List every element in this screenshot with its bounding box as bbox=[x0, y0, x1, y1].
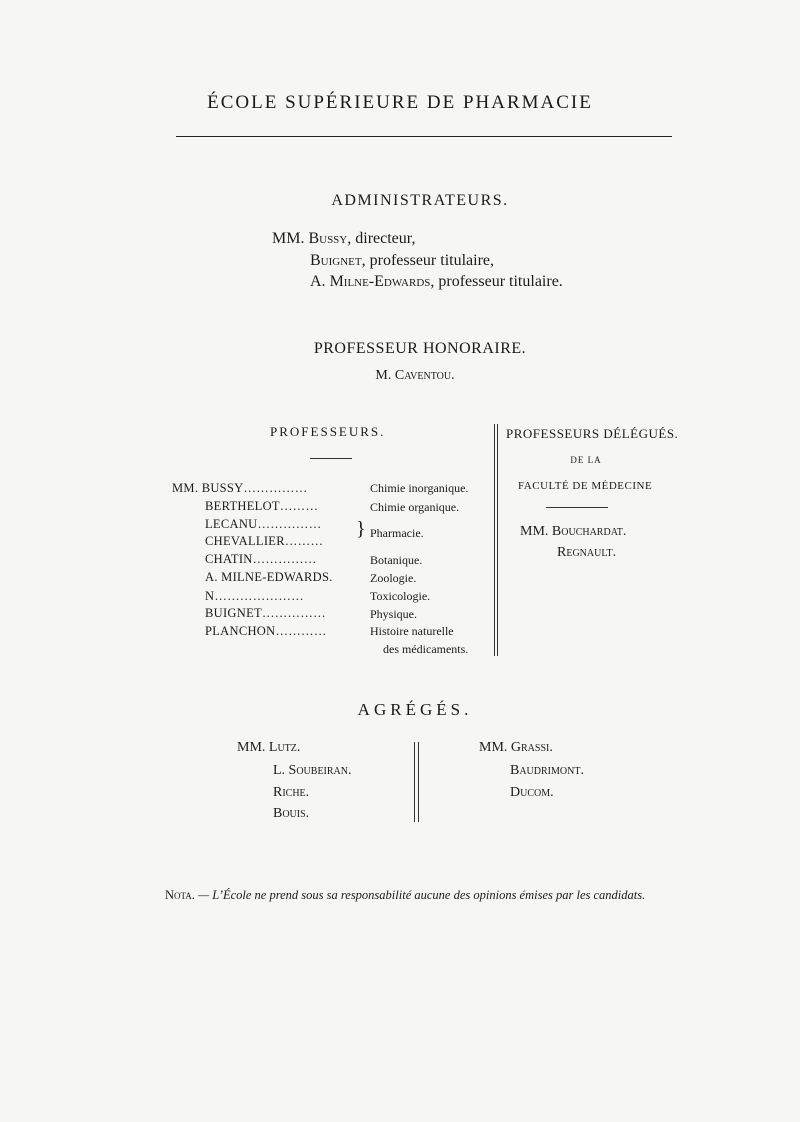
agreges-prefix: MM. bbox=[237, 740, 266, 755]
agreges-divider bbox=[414, 742, 415, 822]
agrege-name: Ducom. bbox=[510, 785, 554, 800]
professeur-name: BUIGNET…………… bbox=[205, 606, 326, 620]
professeur-name: PLANCHON………… bbox=[205, 624, 327, 638]
delegue-line bbox=[520, 524, 626, 540]
administrateurs-heading: ADMINISTRATEURS. bbox=[331, 192, 509, 209]
title-divider bbox=[176, 136, 672, 137]
professeur-subject: Physique. bbox=[370, 607, 418, 621]
honoraire-heading: PROFESSEUR HONORAIRE. bbox=[313, 340, 527, 357]
delegues-heading: PROFESSEURS DÉLÉGUÉS. bbox=[506, 426, 679, 441]
delegues-de-la: DE LA bbox=[570, 455, 602, 465]
agreges-prefix: MM. bbox=[479, 740, 508, 755]
administrateur-line bbox=[310, 273, 563, 291]
professeur-name: BERTHELOT……… bbox=[205, 499, 319, 513]
administrateur-line bbox=[310, 252, 494, 270]
administrateur-name: Bussy bbox=[308, 230, 348, 247]
agrege-line bbox=[479, 740, 553, 756]
administrateur-name: Buignet bbox=[310, 252, 362, 269]
professeur-name: CHATIN…………… bbox=[205, 552, 317, 566]
administrateurs-prefix: MM. bbox=[272, 230, 305, 247]
nota-text: — L’École ne prend sous sa responsabilité aucune des opinions émises par les candidats. bbox=[194, 888, 646, 902]
delegue-name: Regnault. bbox=[557, 545, 617, 560]
professeur-subject: Chimie inorganique. bbox=[370, 481, 469, 495]
delegues-divider bbox=[546, 507, 608, 508]
professeur-subject: Zoologie. bbox=[370, 571, 417, 585]
administrateur-role: , directeur, bbox=[347, 230, 416, 247]
nota-paragraph bbox=[165, 884, 685, 906]
professeur-subject: Pharmacie. bbox=[370, 526, 424, 540]
professeur-subject: Toxicologie. bbox=[370, 589, 431, 603]
professeurs-heading: PROFESSEURS. bbox=[270, 424, 386, 439]
honoraire-line bbox=[0, 368, 800, 384]
professeur-name: N………………… bbox=[205, 589, 304, 603]
agrege-name: Grassi. bbox=[510, 740, 553, 755]
agrege-name: Bouis. bbox=[273, 806, 310, 821]
professeur-subject-continuation: des médicaments. bbox=[383, 642, 469, 656]
professeur-name: BUSSY…………… bbox=[201, 481, 308, 495]
administrateur-role: , professeur titulaire, bbox=[361, 252, 495, 269]
administrateur-name: Milne-Edwards bbox=[329, 273, 431, 290]
delegues-faculte: FACULTÉ DE MÉDECINE bbox=[518, 480, 653, 492]
professeur-name: A. MILNE-EDWARDS. bbox=[205, 570, 333, 584]
brace-glyph: } bbox=[356, 518, 366, 540]
professeur-row bbox=[172, 481, 308, 496]
page-title: ÉCOLE SUPÉRIEURE DE PHARMACIE bbox=[207, 92, 593, 113]
professeur-name: LECANU…………… bbox=[205, 517, 322, 531]
administrateur-role: , professeur titulaire. bbox=[430, 273, 563, 290]
agreges-heading: AGRÉGÉS. bbox=[357, 700, 473, 719]
professeur-name: CHEVALLIER……… bbox=[205, 534, 324, 548]
agrege-line bbox=[237, 740, 300, 756]
professeurs-prefix: MM. bbox=[172, 481, 199, 495]
delegue-name: Bouchardat. bbox=[551, 524, 627, 539]
agrege-name: Lutz. bbox=[268, 740, 301, 755]
administrateur-initial: A. bbox=[310, 273, 330, 290]
honoraire-name: Caventou. bbox=[394, 368, 455, 383]
professeur-subject: Botanique. bbox=[370, 553, 423, 567]
administrateur-line bbox=[272, 230, 415, 248]
honoraire-prefix: M. bbox=[375, 368, 395, 383]
agrege-name: L. Soubeiran. bbox=[273, 763, 352, 778]
professeur-subject: Chimie organique. bbox=[370, 500, 460, 514]
agreges-divider bbox=[418, 742, 419, 822]
nota-label: Nota. bbox=[165, 888, 195, 902]
agrege-name: Baudrimont. bbox=[510, 763, 584, 778]
professeur-subject: Histoire naturelle bbox=[370, 624, 454, 638]
delegues-prefix: MM. bbox=[520, 524, 552, 539]
agrege-name: Riche. bbox=[273, 785, 310, 800]
